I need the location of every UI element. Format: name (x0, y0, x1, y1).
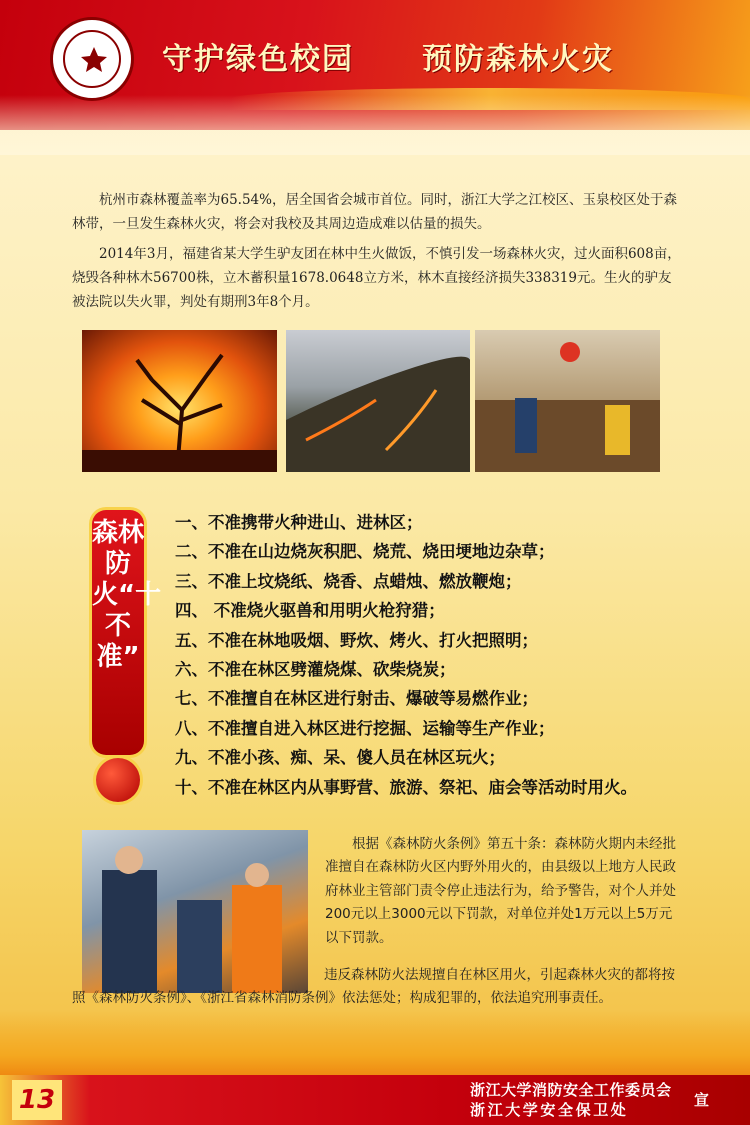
hill-fire-lines (286, 330, 470, 472)
hillside-fire-photo (286, 330, 470, 472)
rule-item: 五、不准在林地吸烟、野炊、烤火、打火把照明； (175, 630, 538, 650)
rule-item: 六、不准在林区劈灌烧煤、砍柴烧炭； (175, 659, 456, 679)
rule-item: 九、不准小孩、痴、呆、傻人员在林区玩火； (175, 748, 505, 768)
rule-item: 七、不准擅自在林区进行射击、爆破等易燃作业； (175, 689, 538, 709)
rule-item: 二、不准在山边烧灰积肥、烧荒、烧田埂地边杂草； (175, 542, 555, 562)
rules-list (175, 508, 637, 802)
rule-item: 一、不准携带火种进山、进林区； (175, 513, 423, 532)
flame-decoration (0, 1010, 750, 1075)
intro-paragraph-1: 杭州市森林覆盖率为65.54%，居全国省会城市首位。同时，浙江大学之江校区、玉泉校区处于森林带，一旦发生森林火灾，将会对我校及其周边造成难以估量的损失。 (72, 192, 677, 232)
sidebar-label: 森林防火“十不准” (92, 518, 162, 672)
law-paragraph-2: 违反森林防火法规擅自在林区用火，引起森林火灾的都将按照《森林防火条例》、《浙江省森林消防条例》依法惩处；构成犯罪的，依法追究刑事责任。 (72, 967, 675, 1007)
header-fade (0, 95, 750, 155)
title-left: 守护绿色校园 (162, 42, 354, 77)
rule-item: 三、不准上坟烧纸、烧香、点蜡烛、燃放鞭炮； (175, 571, 522, 591)
rule-item: 八、不准擅自进入林区进行挖掘、运输等生产作业； (175, 718, 555, 738)
red-dot-icon (96, 758, 140, 802)
courtroom-scene (475, 330, 660, 472)
courtroom-photo (475, 330, 660, 472)
footer-org-1: 浙江大学消防安全工作委员会 (470, 1081, 672, 1099)
page-number: 13 (12, 1080, 62, 1120)
sidebar-ten-rules-banner (92, 510, 162, 755)
footer-suffix: 宣 (694, 1091, 710, 1109)
law-paragraph-1: 根据《森林防火条例》第五十条：森林防火期内未经批准擅自在森林防火区内野外用火的，由县级以上地方人民政府林业主管部门责令停止违法行为，给予警告，对个人并处200元以上3000元以下罚款，对单位并处1万元以上5万元以下罚款。 (325, 836, 676, 946)
title-right: 预防森林火灾 (422, 42, 614, 77)
footer-org-2: 浙江大学安全保卫处 (470, 1101, 629, 1119)
rule-item: 四、 不准烧火驱兽和用明火枪狩猎； (175, 601, 445, 621)
burning-tree-silhouette (82, 330, 277, 472)
forest-fire-photo (82, 330, 277, 472)
intro-paragraph-2: 2014年3月，福建省某大学生驴友团在林中生火做饭，不慎引发一场森林火灾，过火面积608亩，烧毁各种林木56700株，立木蓄积量1678.0648立方米，林木直接经济损失338319元。生火的驴友被法院以失火罪，判处有期刑3年8个月。 (72, 246, 681, 310)
rule-item: 十、不准在林区内从事野营、旅游、祭祀、庙会等活动时用火。 (175, 777, 637, 797)
seal-emblem-icon (79, 44, 109, 74)
university-seal-icon (50, 17, 134, 101)
seal-ring (63, 30, 121, 88)
